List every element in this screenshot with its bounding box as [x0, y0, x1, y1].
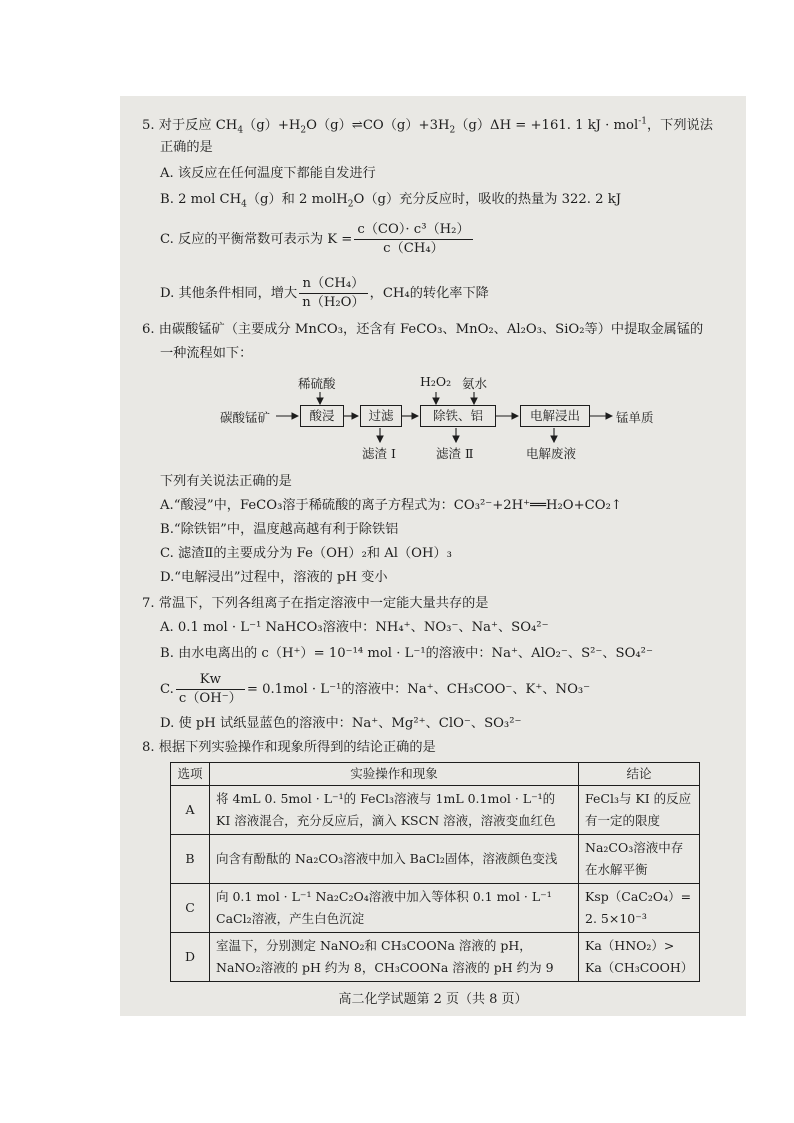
q5-option-d: D. 其他条件相同，增大 $\frac{\text{n（CH₄）}}{\text{n（H₂O）}}$ ，CH₄的转化率下降 [160, 276, 489, 310]
page-footer: 高二化学试题第 2 页（共 8 页） [338, 992, 528, 1007]
q6-stem-line2: 一种流程如下： [160, 346, 253, 361]
q6-intro: 下列有关说法正确的是 [160, 474, 292, 489]
q5-option-b: B. 2 mol $CH_4(g)$和 2 molH$_2$O（g）充分反应时，吸收的热量为 322. 2 kJ [160, 192, 622, 210]
flow-box-filter: 过滤 [360, 405, 402, 427]
table-row [171, 786, 700, 835]
flow-reagent-acid: 稀硫酸 [298, 376, 336, 391]
flow-reagent-h2o2: H₂O₂ [420, 374, 452, 389]
q7-stem: 7. 常温下，下列各组离子在指定溶液中一定能大量共存的是 [142, 596, 489, 611]
row-option: B [171, 835, 210, 884]
table-row [171, 933, 700, 982]
row-option: C [171, 884, 210, 933]
row-operation: 室温下，分别测定 NaNO₂和 CH₃COONa 溶液的 pH，NaNO₂溶液的 pH 约为 8，CH₃COONa 溶液的 pH 约为 9 [210, 933, 579, 982]
table-header-row [171, 763, 700, 786]
table-header-conclusion: 结论 [579, 763, 700, 786]
row-option: D [171, 933, 210, 982]
q8-experiment-table [170, 762, 700, 982]
q5-stem-line2: 正确的是 [160, 140, 213, 155]
q5-n-fraction: $\frac{\text{n（CH₄）}}{\text{n（H₂O）}}$ [299, 276, 367, 311]
q5-k-fraction: $\frac{\text{c（CO）· c³（H₂）}}{\text{c（CH₄）}}$ [354, 222, 472, 257]
q7-option-d: D. 使 pH 试纸显蓝色的溶液中：Na⁺、Mg²⁺、ClO⁻、SO₃²⁻ [160, 716, 522, 731]
q7-option-a: A. 0.1 mol · L⁻¹ NaHCO₃溶液中：NH₄⁺、NO₃⁻、Na⁺、SO₄²⁻ [160, 620, 549, 635]
q7-option-b: B. 由水电离出的 c（H⁺）= 10⁻¹⁴ mol · L⁻¹的溶液中：Na⁺、AlO₂⁻、S²⁻、SO₄²⁻ [160, 646, 653, 661]
row-conclusion: FeCl₃与 KI 的反应有一定的限度 [579, 786, 700, 835]
flow-residue-1: 滤渣 Ⅰ [362, 446, 396, 461]
flow-reagent-ammonia: 氨水 [462, 376, 488, 391]
table-row [171, 884, 700, 933]
flow-box-acid-leach: 酸浸 [300, 405, 344, 427]
row-operation: 将 4mL 0. 5mol · L⁻¹的 FeCl₃溶液与 1mL 0.1mol · L⁻¹的 KI 溶液混合，充分反应后，滴入 KSCN 溶液，溶液变血红色 [210, 786, 579, 835]
row-operation: 向含有酚酞的 Na₂CO₃溶液中加入 BaCl₂固体，溶液颜色变浅 [210, 835, 579, 884]
q7-kw-fraction: $\frac{Kw}{c(OH^-)}$ [176, 672, 245, 707]
q7-option-c: C. $\frac{Kw}{c(OH^-)}$ = 0.1mol · L⁻¹的溶液中：Na⁺、CH₃COO⁻、K⁺、NO₃⁻ [160, 672, 591, 706]
row-conclusion: Ksp（CaC₂O₄）= 2. 5×10⁻³ [579, 884, 700, 933]
flow-box-electrolysis: 电解浸出 [520, 405, 590, 427]
table-header-option: 选项 [171, 763, 210, 786]
exam-page [120, 96, 746, 1016]
q6-option-d: D.“电解浸出”过程中，溶液的 pH 变小 [160, 570, 388, 585]
row-option: A [171, 786, 210, 835]
q5-option-a: A. 该反应在任何温度下都能自发进行 [160, 166, 376, 181]
flow-end: 锰单质 [616, 410, 654, 425]
q6-option-b: B.“除铁铝”中，温度越高越有利于除铁铝 [160, 522, 399, 537]
q8-stem: 8. 根据下列实验操作和现象所得到的结论正确的是 [142, 740, 436, 755]
process-flowchart [220, 374, 680, 464]
row-operation: 向 0.1 mol · L⁻¹ Na₂C₂O₄溶液中加入等体积 0.1 mol · L⁻¹ CaCl₂溶液，产生白色沉淀 [210, 884, 579, 933]
flow-waste-liquid: 电解废液 [526, 446, 577, 461]
q6-stem: 6. 由碳酸锰矿（主要成分 MnCO₃，还含有 FeCO₃、MnO₂、Al₂O₃、SiO₂等）中提取金属锰的 [142, 322, 704, 337]
q5-option-c: C. 反应的平衡常数可表示为 K = $\frac{\text{c（CO）· c³（H₂）}}{\text{c（CH₄）}}$ [160, 222, 475, 257]
q6-option-c: C. 滤渣Ⅱ的主要成分为 Fe（OH）₂和 Al（OH）₃ [160, 546, 452, 561]
row-conclusion: Ka（HNO₂）> Ka（CH₃COOH） [579, 933, 700, 982]
flow-start: 碳酸锰矿 [220, 410, 271, 425]
table-header-operation: 实验操作和现象 [210, 763, 579, 786]
q6-option-a: A.“酸浸”中，FeCO₃溶于稀硫酸的离子方程式为：CO₃²⁻+2H⁺══H₂O+CO₂↑ [160, 498, 622, 513]
table-row [171, 835, 700, 884]
row-conclusion: Na₂CO₃溶液中存在水解平衡 [579, 835, 700, 884]
q5-stem: 5. 对于反应 $CH_4(g)+H_2O(g)\rightleftharpoons CO(g)+3H_2(g)\Delta H = +161$. 1 kJ · mol$^{-1}$，下列说法 [142, 116, 713, 136]
flow-box-remove-fe-al: 除铁、铝 [420, 405, 496, 427]
flow-residue-2: 滤渣 Ⅱ [436, 446, 474, 461]
